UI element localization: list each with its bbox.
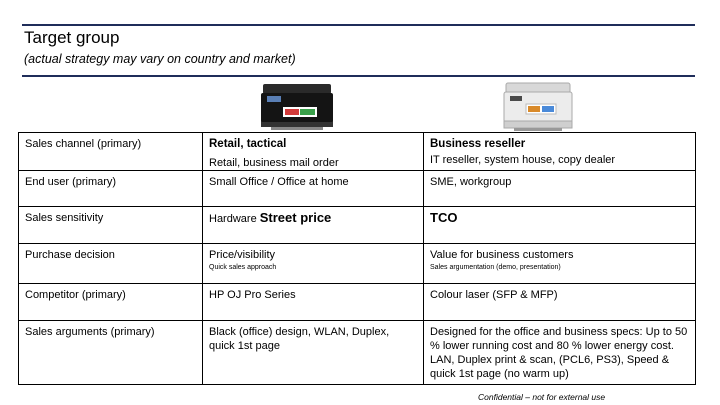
retail-cell [203, 133, 424, 171]
header-top-rule [22, 24, 695, 26]
reseller-cell [424, 207, 696, 244]
table-row [19, 133, 696, 171]
cell-text: Hardware [209, 213, 260, 225]
retail-cell [203, 207, 424, 244]
table-row [19, 244, 696, 284]
page-title: Target group [24, 28, 120, 47]
cell-heading: Retail, tactical [209, 138, 287, 150]
cell-note: Sales argumentation (demo, presentation) [430, 264, 561, 271]
confidential-footer: Confidential – not for external use [478, 392, 606, 402]
cell-note: Quick sales approach [209, 264, 277, 271]
cell-heading: Business reseller [430, 138, 526, 150]
reseller-cell: Designed for the office and business specs: Up to 50 % lower running cost and 80 % lower energy cost. LAN, Duplex print & scan, (PCL6, PS3), Speed & quick 1st page (no warm up) [424, 321, 696, 385]
retail-cell: Small Office / Office at home [203, 171, 424, 207]
cell-text: Value for business customers [430, 249, 574, 261]
black-office-printer-image [257, 80, 337, 132]
cell-text: Retail, business mail order [209, 157, 339, 169]
row-label: End user (primary) [19, 171, 203, 207]
reseller-cell [424, 244, 696, 284]
cell-text: IT reseller, system house, copy dealer [430, 154, 616, 166]
table-row [19, 171, 696, 207]
row-label: Sales sensitivity [19, 207, 203, 244]
cell-emphasis: TCO [430, 210, 458, 225]
row-label: Purchase decision [19, 244, 203, 284]
retail-cell [203, 244, 424, 284]
reseller-cell: Colour laser (SFP & MFP) [424, 284, 696, 321]
reseller-cell [424, 133, 696, 171]
retail-cell: Black (office) design, WLAN, Duplex, quick 1st page [203, 321, 424, 385]
target-group-table [18, 132, 696, 385]
retail-cell: HP OJ Pro Series [203, 284, 424, 321]
cell-emphasis: Street price [259, 210, 332, 225]
table-row [19, 284, 696, 321]
white-business-printer-image [498, 80, 578, 132]
header-bottom-rule [22, 75, 695, 77]
row-label: Competitor (primary) [19, 284, 203, 321]
row-label: Sales arguments (primary) [19, 321, 203, 385]
row-label: Sales channel (primary) [19, 133, 203, 171]
table-row [19, 207, 696, 244]
reseller-cell: SME, workgroup [424, 171, 696, 207]
table-row [19, 321, 696, 385]
cell-text: Price/visibility [209, 249, 276, 261]
page-subtitle: (actual strategy may vary on country and market) [24, 52, 296, 66]
